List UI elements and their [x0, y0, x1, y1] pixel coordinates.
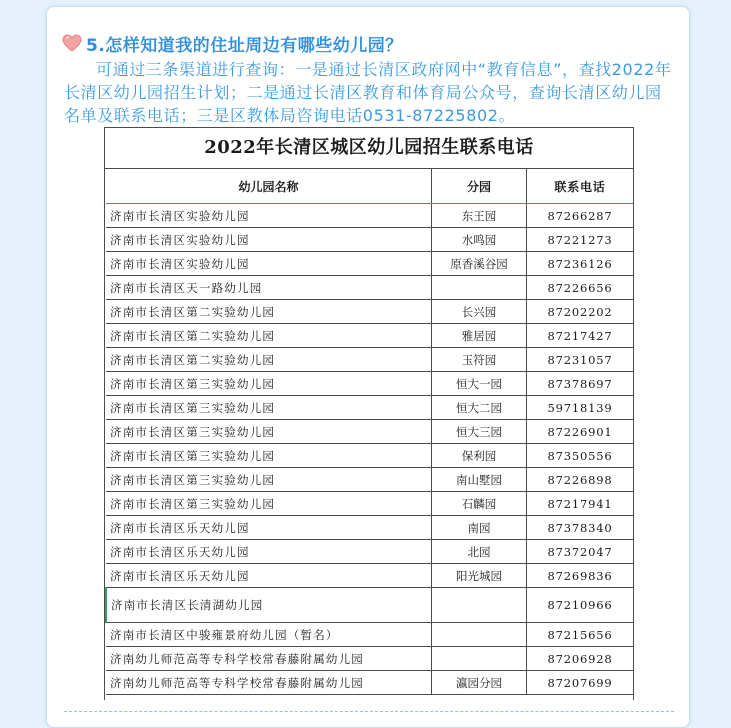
table-row: [106, 276, 633, 300]
branch-cell: 水鸣园: [432, 228, 527, 252]
table-row: [106, 540, 633, 564]
table-row: [106, 468, 633, 492]
branch-cell: [432, 647, 527, 671]
branch-cell: 长兴园: [432, 300, 527, 324]
table-row: [106, 396, 633, 420]
branch-cell: 玉符园: [432, 348, 527, 372]
header-name: 幼儿园名称: [106, 169, 432, 204]
branch-cell: 原香溪谷园: [432, 252, 527, 276]
intro-paragraph: 可通过三条渠道进行查询：一是通过长清区政府网中“教育信息”，查找2022年长清区幼儿园招生计划；二是通过长清区教育和体育局公众号，查询长清区幼儿园名单及联系电话；三是区教体局咨询电话0531-87225802。: [64, 60, 672, 125]
table-row: [106, 492, 633, 516]
table-row: [106, 252, 633, 276]
kindergarten-name-cell: 济南市长清区第三实验幼儿园: [106, 468, 432, 492]
branch-cell: 北园: [432, 540, 527, 564]
phone-cell: 87226901: [527, 420, 634, 444]
kindergarten-name-cell: 济南市长清区第三实验幼儿园: [106, 492, 432, 516]
header-phone: 联系电话: [527, 169, 634, 204]
kindergarten-name-cell: 济南市长清区第三实验幼儿园: [106, 444, 432, 468]
phone-cell: 87202202: [527, 300, 634, 324]
phone-cell: 87217941: [527, 492, 634, 516]
table-row: [106, 348, 633, 372]
branch-cell: 恒大二园: [432, 396, 527, 420]
table-row: [106, 564, 633, 588]
branch-cell: 保利园: [432, 444, 527, 468]
branch-cell: 恒大三园: [432, 420, 527, 444]
kindergarten-name-cell: 济南市长清区第二实验幼儿园: [106, 348, 432, 372]
branch-cell: 南山墅园: [432, 468, 527, 492]
kindergarten-name-cell: 济南市长清区中骏雍景府幼儿园（暂名）: [106, 623, 432, 647]
phone-cell: 87236126: [527, 252, 634, 276]
phone-cell: 87221273: [527, 228, 634, 252]
branch-cell: 恒大一园: [432, 372, 527, 396]
phone-cell: 87372047: [527, 540, 634, 564]
branch-cell: 南园: [432, 516, 527, 540]
kindergarten-name-cell: 济南市长清区天一路幼儿园: [106, 276, 432, 300]
kindergarten-name-cell: 济南市长清区长清湖幼儿园: [106, 588, 432, 623]
heading-text: 5.怎样知道我的住址周边有哪些幼儿园？: [86, 35, 403, 56]
kindergarten-name-cell: 济南幼儿师范高等专科学校常春藤附属幼儿园: [106, 671, 432, 695]
phone-cell: 87207699: [527, 671, 634, 695]
kindergarten-name-cell: 济南市长清区乐天幼儿园: [106, 516, 432, 540]
table-row: [106, 588, 633, 623]
phone-cell: 87210966: [527, 588, 634, 623]
phone-cell: 87215656: [527, 623, 634, 647]
branch-cell: 石麟园: [432, 492, 527, 516]
branch-cell: [432, 276, 527, 300]
branch-cell: [432, 588, 527, 623]
kindergarten-name-cell: 济南幼儿师范高等专科学校常春藤附属幼儿园: [106, 647, 432, 671]
table-row: [106, 516, 633, 540]
branch-cell: 东王园: [432, 204, 527, 228]
kindergarten-name-cell: 济南市长清区乐天幼儿园: [106, 564, 432, 588]
phone-cell: 87206928: [527, 647, 634, 671]
kindergarten-name-cell: 济南市长清区第二实验幼儿园: [106, 300, 432, 324]
phone-cell: 87217427: [527, 324, 634, 348]
table-header-row: [106, 169, 633, 204]
kindergarten-name-cell: 济南市长清区第三实验幼儿园: [106, 396, 432, 420]
contact-table-image: [104, 127, 634, 700]
branch-cell: 瀛园分园: [432, 671, 527, 695]
kindergarten-name-cell: 济南市长清区实验幼儿园: [106, 228, 432, 252]
phone-cell: 87378697: [527, 372, 634, 396]
branch-cell: 阳光城园: [432, 564, 527, 588]
table-row: [106, 372, 633, 396]
table-row: [106, 420, 633, 444]
phone-cell: 87269836: [527, 564, 634, 588]
phone-cell: 87378340: [527, 516, 634, 540]
kindergarten-name-cell: 济南市长清区第三实验幼儿园: [106, 372, 432, 396]
phone-cell: 87226898: [527, 468, 634, 492]
table-row: [106, 647, 633, 671]
phone-cell: 87266287: [527, 204, 634, 228]
kindergarten-name-cell: 济南市长清区乐天幼儿园: [106, 540, 432, 564]
kindergarten-name-cell: 济南市长清区实验幼儿园: [106, 204, 432, 228]
heart-icon: [62, 34, 82, 52]
kindergarten-name-cell: 济南市长清区第三实验幼儿园: [106, 420, 432, 444]
table-row: [106, 300, 633, 324]
table-row: [106, 444, 633, 468]
section-heading: [62, 31, 403, 55]
branch-cell: 雅居园: [432, 324, 527, 348]
table-row: [106, 671, 633, 695]
contact-table: [105, 169, 633, 695]
phone-cell: 59718139: [527, 396, 634, 420]
kindergarten-name-cell: 济南市长清区实验幼儿园: [106, 252, 432, 276]
dashed-divider: [64, 711, 674, 712]
phone-cell: 87226656: [527, 276, 634, 300]
phone-cell: 87350556: [527, 444, 634, 468]
header-branch: 分园: [432, 169, 527, 204]
table-title: 2022年长清区城区幼儿园招生联系电话: [105, 128, 633, 169]
kindergarten-name-cell: 济南市长清区第二实验幼儿园: [106, 324, 432, 348]
phone-cell: 87231057: [527, 348, 634, 372]
table-row: [106, 228, 633, 252]
table-row: [106, 324, 633, 348]
table-row: [106, 204, 633, 228]
branch-cell: [432, 623, 527, 647]
table-row: [106, 623, 633, 647]
